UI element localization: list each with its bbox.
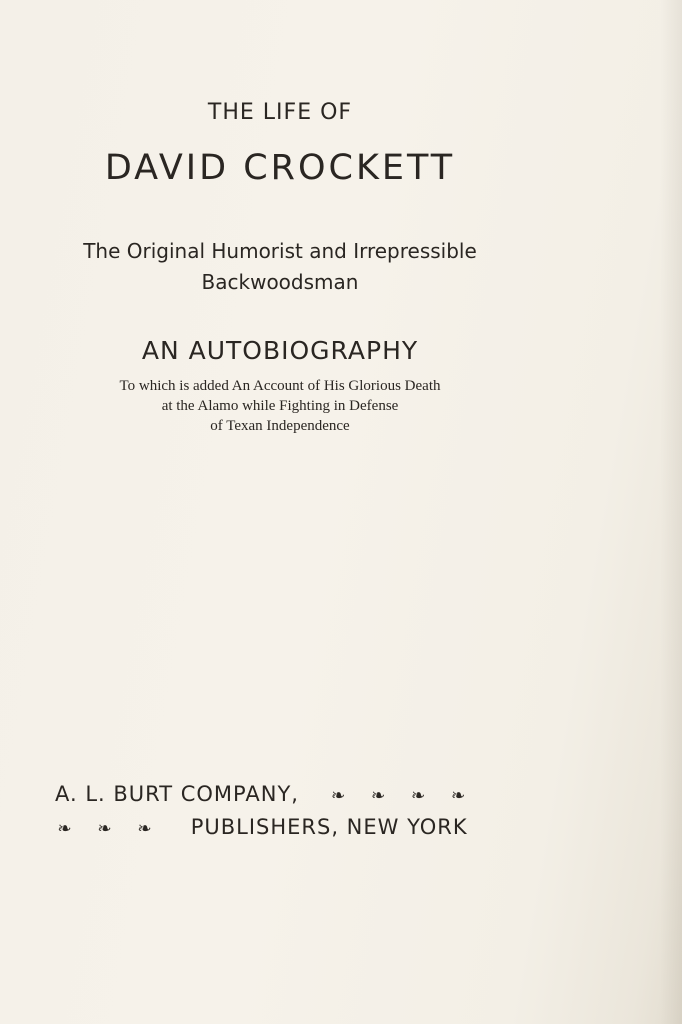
subtitle (0, 236, 560, 298)
publisher-line-1 (55, 782, 479, 806)
addendum-line-3: of Texan Independence (210, 418, 350, 434)
publisher-company: A. L. BURT COMPANY, (55, 782, 299, 806)
publisher-line-2 (55, 815, 468, 839)
title-prefix: THE LIFE OF (207, 100, 353, 125)
publisher-location: PUBLISHERS, NEW YORK (190, 815, 468, 839)
addendum-line-1: To which is added An Account of His Glorious Death (119, 378, 441, 394)
ornament-icon: ❧ (137, 819, 153, 839)
book-title: DAVID CROCKETT (104, 148, 456, 188)
page-edge-shadow (660, 0, 682, 1024)
ornament-icon: ❧ (97, 819, 113, 839)
ornament-icon: ❧ (451, 786, 467, 806)
ornament-icon: ❧ (371, 786, 387, 806)
addendum-note (0, 376, 560, 436)
subtitle-line-1: The Original Humorist and Irrepressible (83, 239, 477, 263)
ornament-icon: ❧ (331, 786, 347, 806)
addendum-line-2: at the Alamo while Fighting in Defense (161, 398, 399, 414)
ornament-icon: ❧ (57, 819, 73, 839)
subtitle-line-2: Backwoodsman (201, 270, 359, 294)
ornament-icon: ❧ (411, 786, 427, 806)
genre-heading: AN AUTOBIOGRAPHY (141, 336, 419, 365)
